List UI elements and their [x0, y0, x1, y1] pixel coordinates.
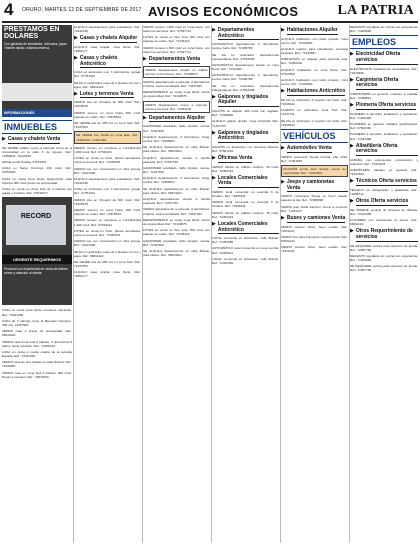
classified-ad: ELECTRICISTA instalaciones domiciliarias. Ref.: 72316890 — [350, 66, 418, 75]
classified-ad: SE DA en anticrético departamento independiente. Ref.: 67543398 — [212, 83, 279, 92]
category-heading: ▶ Automóviles Venta — [281, 145, 332, 151]
classified-ad: VENDO oficina en edificio céntrico, 45 mts2. Ref.: 72452219 — [212, 164, 279, 173]
classified-ad: ANTICRÉTICO departamento 2 dormitorios, cocina, baño. Ref.: 72456789 — [212, 73, 279, 82]
classified-ad: VENDO terreno en zona Norte 360 mts2, papeles en orden. Ref.: 72315544 — [74, 208, 141, 217]
classified-ad: ALBAÑIL con experiencia, construcción y refacción. Ref.: 72311678 — [350, 157, 418, 166]
category-heading: ▶ Albañilería Oferta servicios — [350, 144, 418, 156]
category-heading: ▶ Departamentos Alquiler — [143, 114, 206, 121]
classified-ad: LOCAL comercial en anticrético, calle Bolívar. Ref.: 71334455 — [212, 236, 279, 245]
arrow-icon: ▶ — [143, 114, 147, 121]
classified-ad: ALQUILO departamento amplio a familia pequeña. Ref.: 72337766 — [143, 155, 210, 164]
classified-ad: VENDO terreno 1.500 mts2 en zona Norte, con todos los servicios. Ref.: 67547711 — [143, 25, 210, 34]
loan-ad-band — [2, 83, 72, 101]
classified-ad: VENDO casa a precio de oportunidad. Ref.: 68344921 — [2, 329, 72, 338]
arrow-icon: ▶ — [74, 54, 78, 61]
section-empleos: EMPLEOS — [350, 35, 418, 49]
category-heading: ▶ Casas y chalets Anticrético — [74, 56, 141, 68]
classified-ad: VENDO casa de dos plantas en calle Bolívar. Ref.: 71234987 — [2, 360, 72, 369]
classified-ad: CARPINTERÍA en general, muebles a medida. Ref.: 72458811 — [350, 91, 418, 101]
category-heading: ▶ Carpintería Oferta servicios — [350, 78, 418, 90]
category-heading: ▶ Locales Comerciales Anticrético — [212, 222, 279, 234]
classified-ad: LOTES en venta en Vinto, planos aprobados, precio a convenir. Ref.: 72345678 — [74, 156, 141, 165]
classified-ad: SE DA en anticrético departamento independiente. Ref.: 67543398 — [212, 52, 279, 61]
classified-ad: CASA en venta a media cuadra de la avenida España. Ref.: 72311452 — [2, 349, 72, 359]
classified-ad: ANTICRÉTICO local comercial en zona central. Ref.: 72456611 — [212, 246, 279, 255]
classified-ad: SE VENDE edificio nuevo a estrenar cerca de la Universidad en la calle 6 de Agosto. Ref.: 72458611, 72416633 — [2, 145, 72, 158]
loan-ad-body: Con garantía de inmuebles, vehículos, joyas. Trámite rápido, máxima reserva. — [4, 42, 68, 50]
classified-ad: SE DA en anticrético 2 cuartos con baño. Ref.: 72446612 — [281, 118, 348, 127]
arrow-icon: ▶ — [281, 88, 285, 95]
classified-ad: PLOMERO a domicilio, instalación y reparación. Ref.: 71334490 — [350, 132, 418, 141]
classified-ad: TÉCNICO en refrigeración y lavadoras. Ref.: 72456712 — [350, 188, 418, 197]
category-heading: ▶ Habitaciones Anticrético — [281, 88, 346, 95]
classified-ad: VENDO departamento a estrenar, 3 dormitorios, 2 baños, cocina amoblada. Ref.: 73337432 — [143, 207, 210, 216]
classified-ad: VENDO terreno 1.500 mts2 en zona Norte, con todos los servicios. Ref.: 67547711 — [143, 45, 210, 54]
classified-ad: ALQUILO habitación en zona Norte. Ref.: 67543290 — [281, 67, 348, 76]
header-rule — [2, 21, 418, 23]
classified-ad: VENDO casa zona este 2 plantas. 5 dormitorios 5 baños, living comedor. Ref.: 73456123 — [2, 339, 72, 348]
arrow-icon: ▶ — [143, 55, 147, 62]
classified-ad: VENDO camioneta Toyota en buen estado, papeles al día. Ref.: 72458890 — [281, 194, 348, 203]
arrow-icon: ▶ — [212, 93, 216, 100]
classified-ad: SE ALQUILA departamento en calle Bolívar, para oficina. Ref.: 68314421 — [143, 145, 210, 154]
classified-ad: PLOMERÍA en general, trabajos garantizados. Ref.: 67543310 — [350, 122, 418, 131]
classified-ad: ALQUILO departamento amplio a familia pequeña. Ref.: 72337766 — [143, 197, 210, 206]
classified-ad: CASA de 3 plantas cerca al Mercado Campero. 300 mts. 72457931 — [2, 318, 72, 327]
classified-ad: CASA en anticrético con 3 dormitorios, garaje. Ref.: 67754321 — [74, 187, 141, 196]
classified-ad: GARZONIER amoblado, baño privado, cocina. Ref.: 72347812 — [143, 165, 210, 175]
arrow-icon: ▶ — [212, 174, 216, 181]
classified-ad: ALQUILO casa amplia, zona Norte. Ref.: 72561177 — [74, 270, 141, 279]
category-heading: ▶ Casas y chalets Alquiler — [74, 35, 138, 42]
classified-ad: ALQUILO habitación con baño privado, zona centro. Ref.: 72316654 — [281, 78, 348, 87]
classified-ad: VENDO camión Volvo, buen estado. Ref.: 72311123 — [281, 245, 348, 254]
classified-ad: PLOMERO a domicilio, instalación y reparación. Ref.: 71334490 — [350, 111, 418, 120]
classified-ad: SE DA en anticrético casa de 2 plantas con luz y agua. Ref.: 68311422 — [74, 249, 141, 258]
classified-ad: DEPARTAMENTO en venta zona Norte, precio de oportunidad. Ref.: 72449876 — [143, 90, 210, 99]
arrow-icon: ▶ — [350, 142, 354, 149]
page-header — [0, 0, 420, 22]
classified-ad: ALQUILO cuartos para estudiantes, servicios incluidos. Ref.: 71334567 — [281, 46, 348, 56]
category-heading: ▶ Galpones y tinglados Anticrético — [212, 131, 279, 143]
classified-ad: VENDO terreno en carretera a Cochabamba 1.000 mts2. Ref.: 67543211 — [74, 218, 141, 227]
column-6 — [350, 25, 418, 543]
classified-ad: VENDO lote en Chuquiri de 500 mts2. Ref.: 72315678 — [74, 100, 141, 109]
classified-ad: ALQUILO departamento para estudiantes. Ref.: 72441239 — [74, 25, 141, 34]
classified-ad: ALQUILO departamento para estudiantes. Ref.: 72441239 — [74, 176, 141, 186]
classified-ad: VENDO oficina en edificio céntrico, 45 mts2. Ref.: 72452219 — [212, 210, 279, 219]
highlighted-ad: OCASIÓN vendo auto Suzuki, precio de oportunidad. Ref.: 73344501 — [281, 165, 348, 177]
category-heading: ▶ Buses y camiones Venta — [281, 214, 346, 221]
section-inmuebles: INMUEBLES — [2, 120, 72, 134]
classified-ad: CASA en Santo Domingo 190 mts2. Ref.: 67654321 — [2, 166, 72, 175]
classified-ad: VENDO local comercial en avenida 6 de Octubre. Ref.: 72345611 — [212, 189, 279, 199]
classified-ad: GARZONIER amoblado, baño privado, cocina. Ref.: 72347812 — [143, 238, 210, 247]
category-heading: ▶ Técnicos Oferta servicios — [350, 178, 417, 185]
classified-ad: ALQUILO departamento, 3 dormitorios, living, cocina. Ref.: 72455601 — [143, 176, 210, 185]
category-heading: ▶ Otros Oferta servicios — [350, 198, 409, 205]
classified-ad: SE REQUIERE señora para atención de tienda. Ref.: 72457790 — [350, 243, 418, 252]
classified-ad: GALPÓN en alquiler 300 mts2 con tinglado. Ref.: 72348866 — [212, 109, 279, 118]
classified-ad: LOTES en venta en San José 300 mts2 con papeles en orden. Ref.: 71134422 — [143, 228, 210, 237]
classified-ad: SE VENDE lote de 250 m2 en zona Sud. Ref.: 71237654 — [74, 121, 141, 130]
boxed-ad: VENDO departamento nuevo a estrenar, precio a convenir. Ref.: 72451198 — [143, 101, 210, 113]
classified-ad: VENDO lote en Chuquiri de 500 mts2. Ref.: 72315678 — [74, 197, 141, 206]
classified-ad: CUARTO en anticrético zona Sud. Ref.: 71237711 — [281, 108, 348, 117]
arrow-icon: ▶ — [350, 178, 354, 185]
column-2 — [74, 25, 141, 543]
arrow-icon: ▶ — [350, 198, 354, 205]
classified-ad: SE DA en anticrético casa de 2 plantas con luz y agua. Ref.: 68311422 — [74, 80, 141, 89]
classified-ad: URGE vendo Kuarita, 67631324 — [2, 160, 47, 165]
classified-ad: CASA en anticrético con 3 dormitorios, garaje. Ref.: 67754321 — [74, 70, 141, 79]
arrow-icon: ▶ — [281, 145, 285, 151]
classified-ad: LOTES en venta en San José 300 mts2 con papeles en orden. Ref.: 71134422 — [143, 35, 210, 44]
section-title: AVISOS ECONÓMICOS — [148, 4, 299, 19]
classified-ad: NECESITO ayudante de cocina con experiencia. Ref.: 71334520 — [350, 25, 418, 34]
classified-ad: ALQUILO galpón amplio, zona industrial. Ref.: 71337723 — [212, 119, 279, 128]
classified-ad: LOTES en venta en Vinto, planos aprobados, precio a convenir. Ref.: 72345678 — [74, 228, 141, 237]
category-heading: ▶ Departamentos Venta — [143, 55, 200, 62]
record-advertisement — [2, 197, 72, 305]
record-ad-body: Personal con experiencia en venta de bienes raíces y atención al cliente. — [4, 267, 68, 276]
classified-ad: HABITACIÓN en alquiler para persona sola. Ref.: 72452233 — [281, 57, 348, 66]
classified-ad: ALQUILO casa amplia, zona Norte. Ref.: 72561177 — [74, 44, 141, 53]
arrow-icon: ▶ — [281, 214, 285, 221]
category-heading: ▶ Galpones y tinglados Alquiler — [212, 95, 279, 107]
classified-ad: VENDO casa en zona Sud 2 plantas, 300 mts2. Precio a convenir. Ref.: 79870044 — [2, 370, 72, 379]
classified-ad: VENDO camión Volvo, buen estado. Ref.: 72311123 — [281, 224, 348, 233]
category-heading: ▶ Electricidad Oferta servicios — [350, 52, 418, 64]
loan-ad-footer: INFORMACIONES — [2, 109, 72, 117]
record-logo: RECORD — [6, 205, 66, 245]
classified-ad: ALQUILO habitación con baño privado, zona centro. Ref.: 72316654 — [281, 36, 348, 45]
highlighted-ad: SE VENDE lote 10x30 en zona Este. Ref.: 72462270 / 71337429 — [74, 131, 141, 143]
classified-ad: VENDO lote con construcción en obra gruesa. Ref.: 73123456 — [74, 166, 141, 175]
column-5 — [281, 25, 348, 543]
category-heading: ▶ Plomería Oferta servicios — [350, 102, 417, 109]
page-number: 4 — [4, 0, 14, 19]
classified-ad: CASA en venta en Zona Sud de 2 plantas con garaje y 2 baños. Ref.: 67546277 — [2, 187, 72, 196]
classified-ad: VENDO automóvil Toyota Corolla, año 2010. Ref.: 72451188 — [281, 154, 348, 163]
classified-ad: CASA en venta zona Norte Quirquincho calle Tejerina 300 mts2 precio de oportunidad. — [2, 176, 72, 185]
arrow-icon: ▶ — [350, 51, 354, 58]
column-3 — [143, 25, 210, 543]
arrow-icon: ▶ — [350, 228, 354, 235]
category-heading: ▶ Jeeps y camionetas Venta — [281, 180, 348, 192]
classified-ad: ANTICRÉTICO departamento amplio en zona Norte. Ref.: 72311190 — [212, 62, 279, 72]
section-vehiculos: VEHÍCULOS — [281, 129, 348, 143]
classified-ad: VENDO terreno en zona Norte 360 mts2, papeles en orden. Ref.: 72315544 — [74, 110, 141, 119]
arrow-icon: ▶ — [350, 76, 354, 83]
classified-ad: VENDO bus para transporte interprovincial. Ref.: 67541122 — [281, 234, 348, 243]
category-heading: ▶ Otros Requerimiento de servicios — [350, 229, 418, 241]
category-heading: ▶ Locales Comerciales Venta — [212, 176, 279, 188]
classified-ad: SE VENDE lote de 250 m2 en zona Sud. Ref.: 71237654 — [74, 259, 141, 269]
boxed-ad: VENDO departamento amplio en edificio céntrico 3 dormitorios. Ref.: 72458810 — [143, 66, 210, 78]
classified-ad: SE OFRECE servicio de limpieza de oficinas. Ref.: 72314455 — [350, 207, 418, 216]
category-heading: ▶ Casas y chalets Venta — [2, 136, 61, 142]
column-4 — [212, 25, 279, 543]
arrow-icon: ▶ — [2, 136, 6, 142]
arrow-icon: ▶ — [281, 27, 285, 33]
classified-ad: SE ALQUILA departamento en calle Bolívar, para oficina. Ref.: 68314421 — [143, 248, 210, 258]
category-heading: ▶ Oficinas Venta — [212, 155, 253, 161]
arrow-icon: ▶ — [281, 179, 285, 186]
classified-ad: COCINERA con experiencia se ofrece. Ref.: 68311120 — [350, 218, 418, 227]
loan-advertisement — [2, 25, 72, 117]
classified-ad: ALQUILO departamento, 3 dormitorios, living, cocina. Ref.: 72455601 — [143, 134, 210, 143]
column-1 — [2, 25, 72, 543]
classified-ad: SE ALQUILA departamento en calle Bolívar, para oficina. Ref.: 68314421 — [143, 186, 210, 195]
arrow-icon: ▶ — [212, 27, 216, 33]
dateline: ORURO, MARTES 12 DE SEPTIEMBRE DE 2017 — [22, 7, 142, 13]
arrow-icon: ▶ — [212, 155, 216, 161]
classified-ad: VENDO departamento a estrenar, 3 dormitorios, 2 baños, cocina amoblada. Ref.: 73337432 — [143, 79, 210, 88]
classified-ad: VENDO lote con construcción en obra gruesa. Ref.: 73123456 — [74, 239, 141, 248]
newspaper-masthead: LA PATRIA — [337, 3, 414, 18]
category-heading: ▶ Departamentos Anticrético — [212, 28, 279, 40]
classified-ad: ANTICRÉTICO departamento 2 dormitorios, cocina, baño. Ref.: 72456789 — [212, 42, 279, 51]
classified-ad: VENDO terreno en carretera a Cochabamba 1.000 mts2. Ref.: 67543211 — [74, 145, 141, 154]
arrow-icon: ▶ — [212, 129, 216, 136]
classified-ad: ALBAÑILERÍA trabajos en general. Ref.: 71237600 — [350, 168, 418, 177]
arrow-icon: ▶ — [74, 35, 78, 42]
classified-ad: GALPÓN en anticrético con servicios básicos. Ref.: 67561234 — [212, 144, 279, 153]
classified-ad: SE DA en anticrético 2 cuartos con baño. Ref.: 72446612 — [281, 97, 348, 106]
loan-ad-title: PRESTAMOS EN DOLARES — [4, 26, 60, 40]
classified-ad: GARZONIER amoblado, baño privado, cocina. Ref.: 72347812 — [143, 124, 210, 133]
category-heading: ▶ Lotes y terrenos Venta — [74, 90, 134, 97]
classified-ad: VENDO local comercial en avenida 6 de Octubre. Ref.: 72345611 — [212, 200, 279, 209]
classified-ad: LOCAL comercial en anticrético, calle Bolívar. Ref.: 71334455 — [212, 256, 279, 265]
arrow-icon: ▶ — [212, 220, 216, 227]
record-urgent-banner: URGENTE REQUERIMOS — [2, 255, 72, 264]
arrow-icon: ▶ — [350, 102, 354, 109]
classified-ad: SE REQUIERE señora para atención de tienda. Ref.: 72457790 — [350, 264, 418, 273]
classified-ad: DEPARTAMENTO en venta zona Norte, precio de oportunidad. Ref.: 72449876 — [143, 217, 210, 226]
classified-ad: VENDO jeep doble tracción, precio a convenir. Ref.: 71334477 — [281, 204, 348, 213]
classified-ad: NECESITO ayudante de cocina con experiencia. Ref.: 71334520 — [350, 253, 418, 262]
category-heading: ▶ Habitaciones Alquiler — [281, 27, 338, 33]
classified-ad: CASA en venta zona Norte excelente ubicación. Ref.: 79321456 — [2, 308, 72, 317]
arrow-icon: ▶ — [74, 90, 78, 97]
